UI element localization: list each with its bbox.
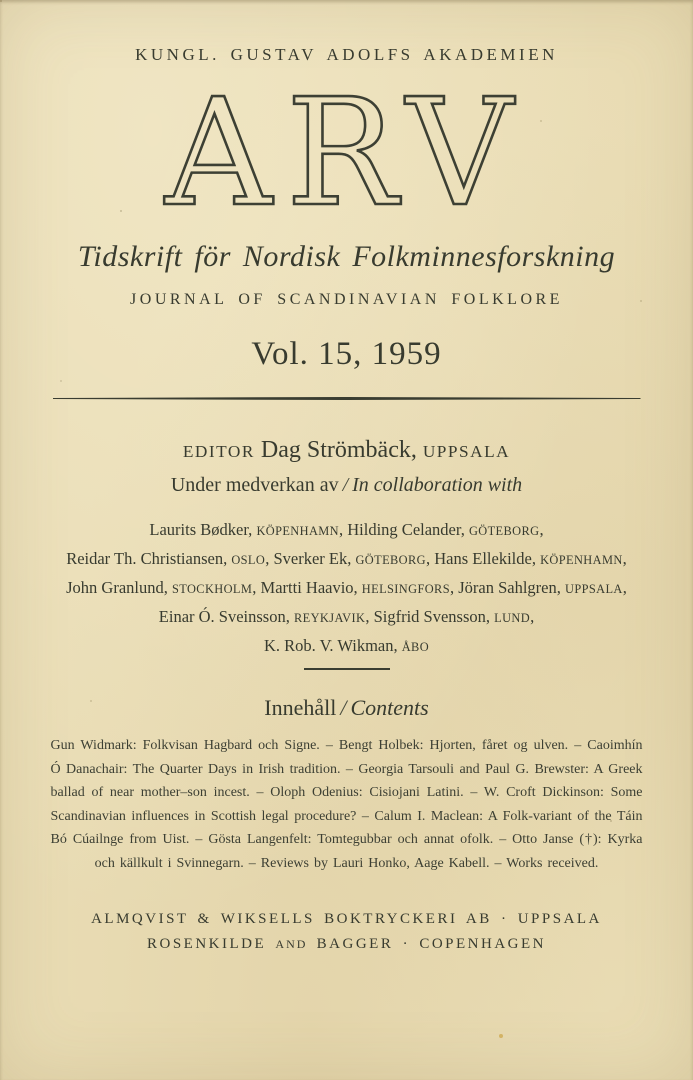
collaboration-english: In collaboration with: [352, 474, 523, 496]
subtitle-english: JOURNAL OF SCANDINAVIAN FOLKLORE: [130, 291, 563, 308]
collaborators-row: Reidar Th. Christiansen, OSLO, Sverker Ek, GÖTEBORG, Hans Ellekilde, KÖPENHAMN,: [66, 549, 627, 568]
academy-name: KUNGL. GUSTAV ADOLFS AKADEMIEN: [135, 45, 558, 64]
imprint: [0, 907, 693, 956]
publisher-part: BAGGER · COPENHAGEN: [307, 935, 546, 952]
contents-heading-swedish: Innehåll: [264, 695, 337, 720]
collaborators-row: John Granlund, STOCKHOLM, Martti Haavio, HELSINGFORS, Jöran Sahlgren, UPPSALA,: [66, 578, 627, 597]
journal-title: [0, 88, 693, 223]
collaborators-list: [0, 516, 693, 661]
horizontal-rule: [53, 397, 641, 400]
collaboration-swedish: Under medverkan av: [170, 474, 339, 496]
short-divider-rule: [304, 668, 390, 670]
paper-texture: [0, 0, 2, 2]
collaborators-row: Einar Ó. Sveinsson, REYKJAVIK, Sigfrid Svensson, LUND,: [158, 607, 535, 626]
contents-summary: Gun Widmark: Folkvisan Hagbard och Signe. – Bengt Holbek: Hjorten, fåret og ulven. – Caoimhín Ó Danachair: The Quarter Days in Irish tradition. – Georgia Tarsouli and Paul G. Brewster: A Greek ballad of near mother–son incest. – Oloph Odenius: Cisiojani Latini. – W. Croft Dickinson: Some Scandinavian influences in Scottish legal procedure? – Calum I. Maclean: A Folk-variant of the Táin Bó Cúailnge from Uist. – Gösta Langenfelt: Tomtegubbar och annat ofolk. – Otto Janse (†): Kyrka och källkult i Svinnegarn. – Reviews by Lauri Honko, Aage Kabell. – Works received.: [50, 738, 643, 871]
volume-line: Vol. 15, 1959: [251, 336, 442, 372]
editor-line: EDITOR Dag Strömbäck, UPPSALA: [182, 437, 511, 463]
slash-separator: /: [340, 695, 347, 720]
journal-title-text: ARV: [165, 88, 527, 223]
contents-heading-english: Contents: [350, 695, 429, 720]
publisher-line: [0, 932, 693, 957]
collaborators-row: K. Rob. V. Wikman, ÅBO: [263, 636, 430, 655]
printer-line: ALMQVIST & WIKSELLS BOKTRYCKERI AB · UPPSALA: [91, 911, 602, 927]
journal-title-lettering: [0, 88, 693, 223]
publisher-and: AND: [275, 936, 308, 951]
publisher-part: ROSENKILDE: [146, 935, 276, 952]
collaborators-row: Laurits Bødker, KÖPENHAMN, Hilding Celander, GÖTEBORG,: [149, 520, 544, 539]
collaboration-line: [0, 472, 693, 499]
subtitle-swedish: Tidskrift för Nordisk Folkminnesforskning: [77, 240, 616, 273]
contents-heading: [0, 693, 693, 723]
slash-separator: /: [342, 474, 349, 496]
